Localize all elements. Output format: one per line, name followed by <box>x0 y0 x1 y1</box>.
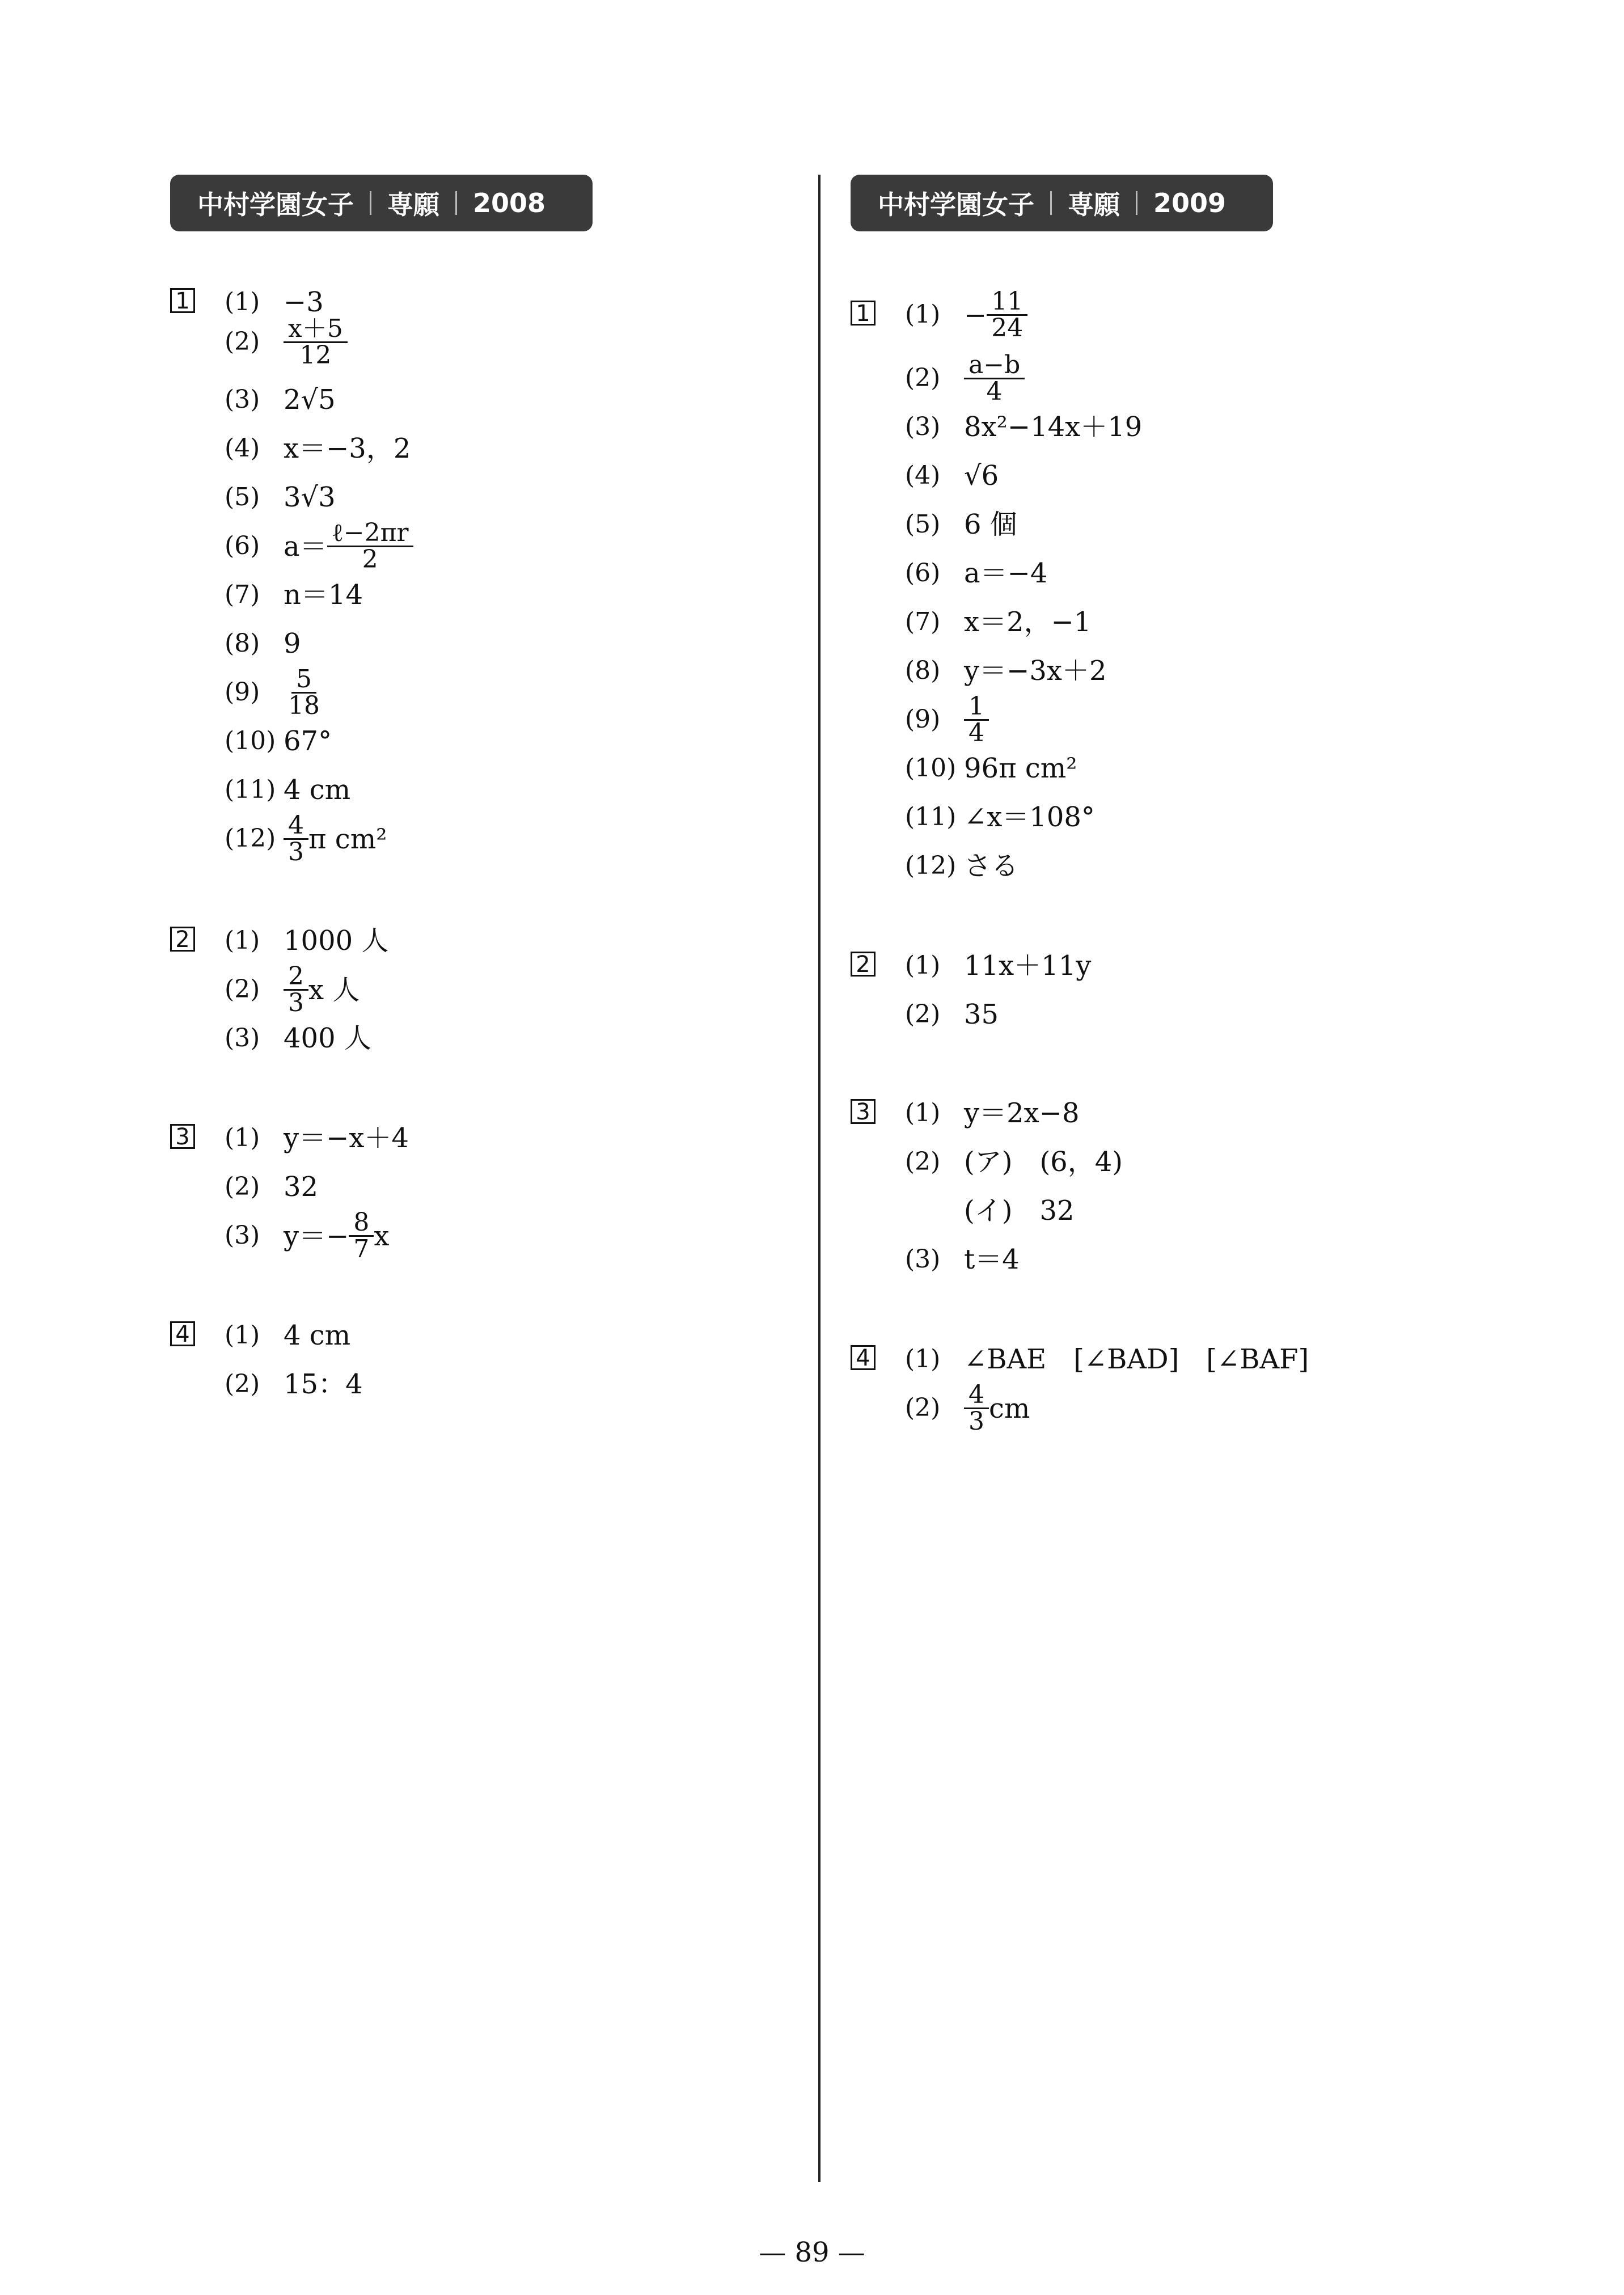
answer-fraction <box>284 813 387 865</box>
sub-number: (2) <box>225 327 260 356</box>
fraction-denominator: 18 <box>288 691 320 720</box>
header-school: 中村学園女子 <box>197 189 354 220</box>
fraction-denominator: 12 <box>299 341 332 370</box>
header-type: 専願 <box>1068 189 1120 220</box>
answer-text: 400 人 <box>284 1022 371 1054</box>
answer-text: x＝−3，2 <box>284 433 411 464</box>
fraction-numerator: 5 <box>291 667 316 694</box>
question-number: 2 <box>851 952 876 977</box>
sub-number: (8) <box>905 656 941 685</box>
fraction-numerator: 4 <box>964 1383 989 1409</box>
sub-number: (5) <box>905 510 941 539</box>
sub-number: (3) <box>225 1024 260 1053</box>
header-type: 専願 <box>387 189 439 220</box>
answer-text: 2√5 <box>284 384 336 416</box>
answer-text: x＝2，−1 <box>964 606 1092 638</box>
sub-number: (1) <box>905 1345 941 1373</box>
answer-suffix: cm <box>989 1392 1030 1425</box>
answer-text: 96π cm² <box>964 753 1077 784</box>
header-separator <box>1136 191 1137 215</box>
answer-text: 3√3 <box>284 481 336 513</box>
answer-text: a＝−4 <box>964 557 1048 589</box>
sub-number: (1) <box>905 1098 941 1127</box>
answer-fraction <box>964 350 1025 406</box>
sub-number: (12) <box>225 824 276 853</box>
answer-fraction <box>964 289 1027 341</box>
fraction-numerator: x＋5 <box>284 316 348 343</box>
answer-text: y＝−3x＋2 <box>964 655 1107 687</box>
sub-number: (4) <box>225 434 260 463</box>
answer-text: t＝4 <box>964 1244 1020 1275</box>
sub-number: (2) <box>905 1147 941 1176</box>
answer-text: 6 個 <box>964 509 1017 540</box>
sub-number: (3) <box>905 412 941 441</box>
sub-number: (10) <box>905 754 957 783</box>
fraction-denominator: 4 <box>969 718 984 747</box>
answer-text: 9 <box>284 628 301 660</box>
answer-text: y＝2x−8 <box>964 1097 1080 1129</box>
fraction-numerator: 11 <box>987 289 1027 316</box>
answer-text: 67° <box>284 725 332 757</box>
sub-number: (9) <box>905 705 941 734</box>
fraction-numerator: 2 <box>284 964 308 991</box>
answer-fraction <box>284 667 324 718</box>
answer-text: 15：4 <box>284 1368 363 1400</box>
fraction-numerator: 4 <box>284 813 308 840</box>
answer-suffix: x 人 <box>308 974 360 1006</box>
sub-number: (1) <box>225 926 260 955</box>
fraction-numerator: 8 <box>349 1210 374 1237</box>
fraction-numerator: 1 <box>964 694 989 721</box>
header-year: 2009 <box>1153 188 1227 218</box>
answer-text: −3 <box>284 286 324 318</box>
fraction-numerator: a−b <box>964 353 1025 379</box>
sub-number: (1) <box>905 951 941 980</box>
answer-text: 35 <box>964 999 999 1030</box>
sub-number: (2) <box>225 1370 260 1398</box>
question-number: 3 <box>851 1099 876 1124</box>
answer-fraction <box>284 1210 389 1262</box>
answer-text: ∠BAE [∠BAD] [∠BAF] <box>964 1343 1309 1375</box>
answer-fraction <box>964 1380 1030 1436</box>
sub-number: (6) <box>905 559 941 588</box>
answer-fraction <box>284 316 348 368</box>
sub-number: (1) <box>225 1123 260 1152</box>
sub-number: (2) <box>905 364 941 392</box>
column-divider <box>818 175 821 2182</box>
question-number: 4 <box>170 1321 195 1346</box>
header-year: 2008 <box>473 188 546 218</box>
answer-text: 11x＋11y <box>964 950 1092 982</box>
header-separator <box>455 191 457 215</box>
fraction-numerator: ℓ−2πr <box>327 521 413 547</box>
page-number: — 89 — <box>759 2237 865 2268</box>
sub-number: (2) <box>905 1000 941 1029</box>
sub-number: (3) <box>905 1245 941 1274</box>
answer-text: y＝−x＋4 <box>284 1122 409 1154</box>
question-number: 1 <box>851 301 876 326</box>
sub-number: (5) <box>225 483 260 512</box>
fraction-denominator: 3 <box>969 1407 984 1436</box>
answer-fraction <box>284 964 360 1016</box>
header-school: 中村学園女子 <box>878 189 1034 220</box>
sub-number: (2) <box>225 975 260 1004</box>
fraction-denominator: 3 <box>288 988 304 1017</box>
sub-number: (11) <box>225 775 276 804</box>
sub-number: (3) <box>225 1221 260 1250</box>
sub-number: (6) <box>225 531 260 560</box>
sub-number: (7) <box>905 607 941 636</box>
answer-text: 1000 人 <box>284 925 389 957</box>
answer-text: 4 cm <box>284 1320 351 1351</box>
sub-number: (1) <box>905 300 941 329</box>
question-number: 1 <box>170 288 195 313</box>
answer-suffix: π cm² <box>308 823 387 855</box>
answer-prefix: y＝− <box>284 1220 349 1252</box>
fraction-denominator: 4 <box>986 377 1003 406</box>
answer-prefix: − <box>964 299 987 331</box>
question-number: 3 <box>170 1124 195 1149</box>
sub-number: (11) <box>905 802 957 831</box>
sub-number: (4) <box>905 461 941 490</box>
sub-number: (8) <box>225 629 260 658</box>
sub-number: (3) <box>225 385 260 414</box>
question-number: 4 <box>851 1345 876 1370</box>
answer-prefix: a＝ <box>284 530 327 563</box>
sub-number: (2) <box>225 1172 260 1201</box>
answer-text: (ア) (6，4) <box>964 1146 1123 1178</box>
answer-text: 32 <box>284 1171 319 1203</box>
answer-text: ∠x＝108° <box>964 801 1095 833</box>
sub-number: (1) <box>225 288 260 316</box>
fraction-denominator: 2 <box>362 545 378 574</box>
header-separator <box>370 191 371 215</box>
answer-text: さる <box>964 850 1019 882</box>
sub-number: (9) <box>225 678 260 707</box>
sub-number: (7) <box>225 580 260 609</box>
answer-text: n＝14 <box>284 579 363 611</box>
sub-number: (1) <box>225 1321 260 1350</box>
sub-number: (12) <box>905 851 957 880</box>
answer-text: √6 <box>964 460 999 492</box>
fraction-denominator: 7 <box>353 1235 370 1263</box>
header-separator <box>1050 191 1052 215</box>
header-2008 <box>170 175 593 231</box>
answer-text: (イ) 32 <box>964 1195 1075 1227</box>
answer-fraction <box>964 694 989 746</box>
fraction-denominator: 3 <box>288 838 304 867</box>
fraction-denominator: 24 <box>991 314 1024 343</box>
sub-number: (10) <box>225 726 276 755</box>
answer-text: 4 cm <box>284 774 351 806</box>
question-number: 2 <box>170 927 195 952</box>
answer-text: 8x²−14x＋19 <box>964 411 1143 443</box>
header-2009 <box>851 175 1273 231</box>
answer-fraction <box>284 518 413 574</box>
answer-suffix: x <box>374 1220 390 1252</box>
sub-number: (2) <box>905 1393 941 1422</box>
